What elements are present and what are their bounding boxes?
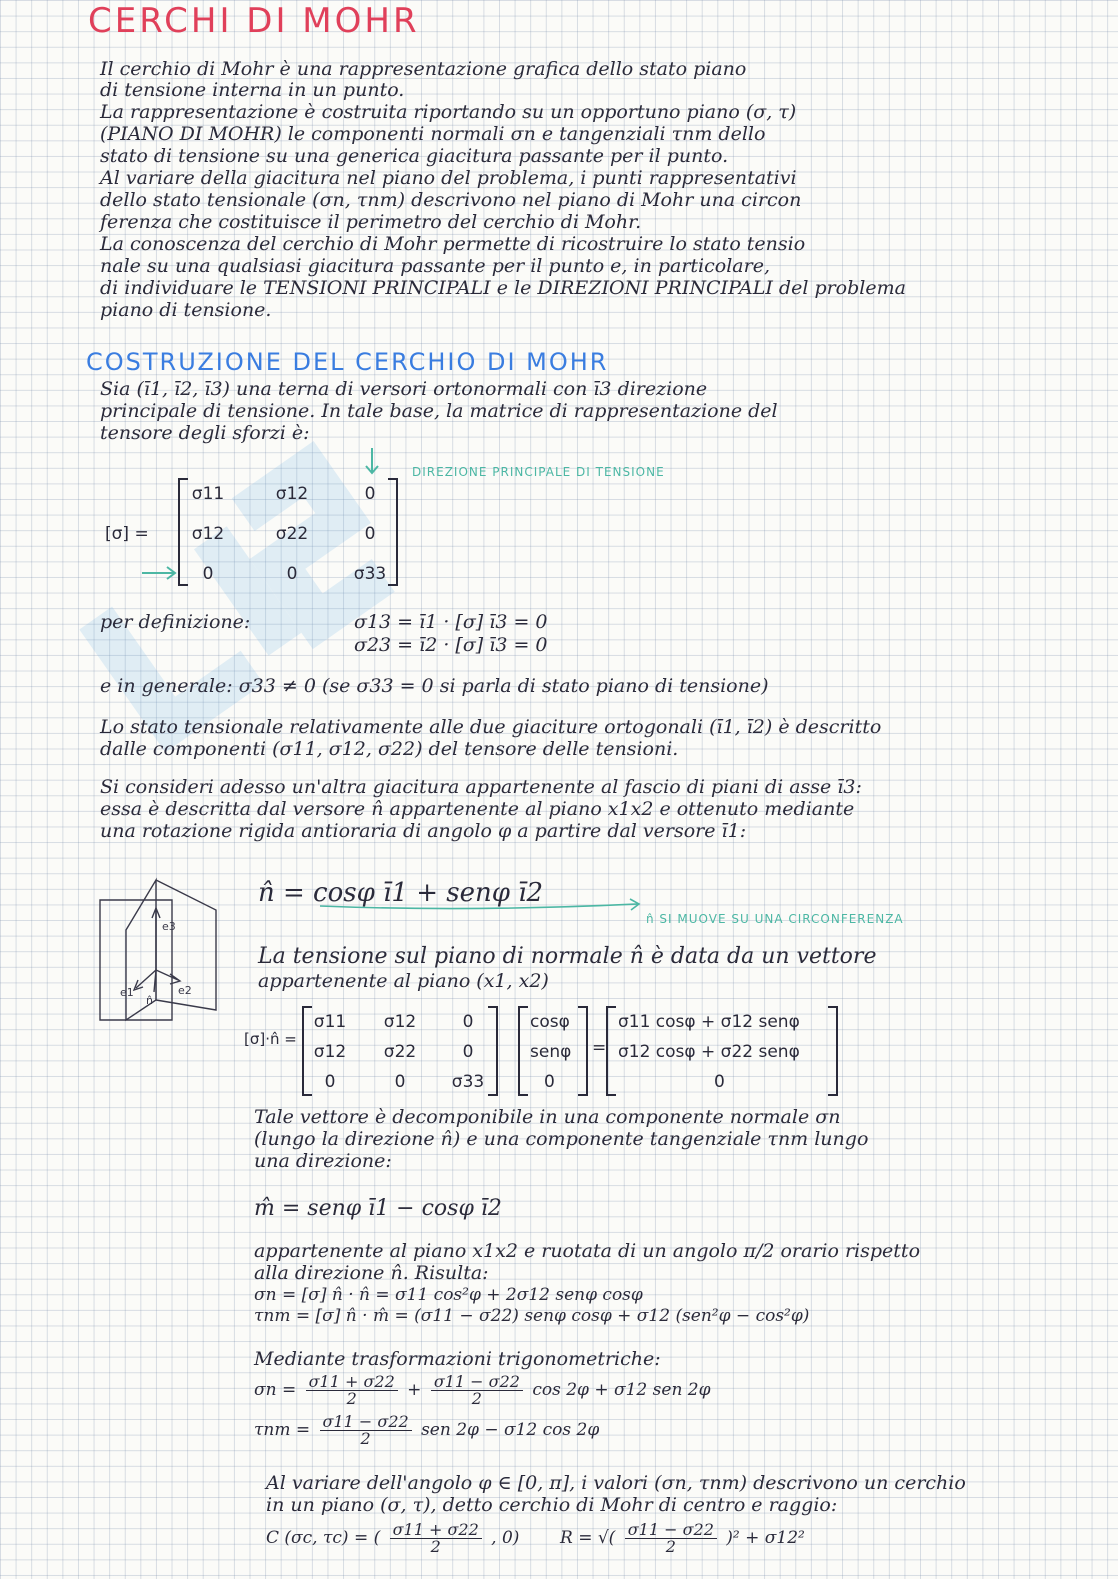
- plus-sign: +: [407, 1380, 422, 1400]
- vector-cell: 0: [714, 1072, 725, 1092]
- fraction-numerator: σ11 − σ22: [431, 1374, 523, 1391]
- matrix-cell: σ33: [353, 564, 387, 584]
- construction-line: tensore degli sforzi è:: [100, 422, 310, 444]
- matrix-cell: σ11: [313, 1012, 347, 1032]
- fraction-numerator: σ11 + σ22: [306, 1374, 398, 1391]
- product-matrix: [302, 1006, 498, 1098]
- n-definition: n̂ = cosφ ī1 + senφ ī2: [258, 878, 544, 908]
- matrix-cell: 0: [202, 564, 214, 584]
- binder-hole: [0, 135, 60, 175]
- fraction-denominator: 2: [346, 1389, 357, 1408]
- general-line: e in generale: σ33 ≠ 0 (se σ33 = 0 si parla di stato piano di tensione): [100, 675, 769, 697]
- matrix-bracket-left: [518, 1006, 528, 1096]
- stress-matrix: [178, 478, 398, 588]
- vector-cell: 0: [544, 1072, 555, 1092]
- state-line: Lo stato tensionale relativamente alle due giaciture ortogonali (ī1, ī2) è descritto: [100, 716, 882, 738]
- intro-line: Al variare della giacitura nel piano del problema, i punti rappresentativi: [100, 167, 797, 189]
- m-definition: m̂ = senφ ī1 − cosφ ī2: [254, 1196, 502, 1221]
- construction-line: Sia (ī1, ī2, ī3) una terna di versori ortonormali con ī3 direzione: [100, 378, 708, 400]
- state-line: dalle componenti (σ11, σ12, σ22) del tensore delle tensioni.: [100, 738, 679, 760]
- binder-hole: [0, 1390, 60, 1430]
- intro-line: (PIANO DI MOHR) le componenti normali σn e tangenziali τnm dello: [100, 123, 766, 145]
- vector-cell: σ11 cosφ + σ12 senφ: [618, 1012, 800, 1032]
- center-formula: [266, 1522, 519, 1555]
- conclusion-line: in un piano (σ, τ), detto cerchio di Mohr di centro e raggio:: [266, 1494, 838, 1516]
- matrix-cell: σ22: [383, 1042, 417, 1062]
- matrix-cell: 0: [462, 1042, 474, 1062]
- fraction: [320, 1414, 412, 1447]
- axis-label-n: n̂: [146, 994, 153, 1007]
- result-vector: [606, 1006, 838, 1098]
- matrix-cell: σ11: [191, 484, 225, 504]
- binder-hole: [0, 560, 60, 600]
- intro-line: Il cerchio di Mohr è una rappresentazione grafica dello stato piano: [100, 58, 747, 80]
- matrix-cell: 0: [324, 1072, 336, 1092]
- intro-line: piano di tensione.: [100, 299, 272, 321]
- intro-line: di tensione interna in un punto.: [100, 79, 405, 101]
- formula-tail: , 0): [491, 1528, 520, 1548]
- matrix-cell: 0: [364, 524, 376, 544]
- fraction-numerator: σ11 − σ22: [320, 1414, 412, 1431]
- tau-nm-equation: τnm = [σ] n̂ · m̂ = (σ11 − σ22) senφ cosφ + σ12 (sen²φ − cos²φ): [254, 1306, 810, 1326]
- intro-line: La conoscenza del cerchio di Mohr permette di ricostruire lo stato tensio: [100, 233, 806, 255]
- fraction: [390, 1522, 482, 1555]
- vector-cell: cosφ: [530, 1012, 570, 1032]
- traction-line: La tensione sul piano di normale n̂ è data da un vettore: [258, 944, 877, 969]
- vector-cell: σ12 cosφ + σ22 senφ: [618, 1042, 800, 1062]
- formula-tail: )² + σ12²: [726, 1528, 805, 1548]
- fraction-denominator: 2: [471, 1389, 482, 1408]
- decompose-line: una direzione:: [254, 1150, 392, 1172]
- principal-direction-note: DIREZIONE PRINCIPALE DI TENSIONE: [412, 465, 665, 479]
- arrow-right-icon: [140, 565, 180, 581]
- m-text-line: appartenente al piano x1x2 e ruotata di un angolo π/2 orario rispetto: [254, 1240, 921, 1262]
- sigma-n-formula: [254, 1374, 711, 1407]
- matrix-cell: 0: [462, 1012, 474, 1032]
- arrow-down-icon: [362, 446, 382, 476]
- section-heading: COSTRUZIONE DEL CERCHIO DI MOHR: [86, 348, 609, 376]
- sigma-n-equation: σn = [σ] n̂ · n̂ = σ11 cos²φ + 2σ12 senφ cosφ: [254, 1285, 643, 1305]
- intro-line: La rappresentazione è costruita riportando su un opportuno piano (σ, τ): [100, 101, 797, 123]
- formula-lhs: R = √(: [560, 1528, 616, 1548]
- m-text-line: alla direzione n̂. Risulta:: [254, 1262, 489, 1284]
- intro-line: nale su una qualsiasi giacitura passante per il punto e, in particolare,: [100, 255, 770, 277]
- matrix-bracket-right: [828, 1006, 838, 1096]
- radius-formula: [560, 1522, 805, 1555]
- matrix-cell: 0: [394, 1072, 406, 1092]
- matrix-cell: σ12: [275, 484, 309, 504]
- axis-label-e3: e3: [162, 920, 176, 933]
- direction-vector: [518, 1006, 588, 1098]
- construction-line: principale di tensione. In tale base, la matrice di rappresentazione del: [100, 400, 778, 422]
- vector-cell: senφ: [530, 1042, 572, 1062]
- tau-nm-formula: [254, 1414, 599, 1447]
- formula-lhs: τnm =: [254, 1420, 311, 1440]
- planes-diagram: [96, 870, 228, 1030]
- decompose-line: (lungo la direzione n̂) e una componente tangenziale τnm lungo: [254, 1128, 869, 1150]
- equals-sign: =: [592, 1038, 607, 1058]
- axis-label-e1: e1: [120, 986, 134, 999]
- formula-lhs: σn =: [254, 1380, 297, 1400]
- circle-note: n̂ SI MUOVE SU UNA CIRCONFERENZA: [646, 912, 904, 926]
- axis-label-e2: e2: [178, 984, 192, 997]
- page-title: CERCHI DI MOHR: [88, 1, 420, 41]
- matrix-cell: σ12: [313, 1042, 347, 1062]
- formula-rest: sen 2φ − σ12 cos 2φ: [421, 1420, 600, 1440]
- intro-line: dello stato tensionale (σn, τnm) descrivono nel piano di Mohr una circon: [100, 189, 802, 211]
- consider-line: una rotazione rigida antioraria di angolo φ a partire dal versore ī1:: [100, 820, 747, 842]
- consider-line: Si consideri adesso un'altra giacitura appartenente al fascio di piani di asse ī3:: [100, 776, 862, 798]
- matrix-cell: 0: [364, 484, 376, 504]
- definition-eq: σ13 = ī1 · [σ] ī3 = 0: [354, 611, 548, 633]
- fraction-denominator: 2: [665, 1537, 676, 1556]
- matrix-cell: σ33: [451, 1072, 485, 1092]
- fraction: [431, 1374, 523, 1407]
- matrix-bracket-left: [606, 1006, 616, 1096]
- formula-rest: cos 2φ + σ12 sen 2φ: [532, 1380, 711, 1400]
- intro-line: stato di tensione su una generica giacitura passante per il punto.: [100, 145, 729, 167]
- formula-lhs: C (σc, τc) = (: [266, 1528, 381, 1548]
- fraction: [625, 1522, 717, 1555]
- matrix-cell: σ12: [191, 524, 225, 544]
- fraction-numerator: σ11 + σ22: [390, 1522, 482, 1539]
- traction-line: appartenente al piano (x1, x2): [258, 970, 549, 992]
- stress-matrix-lhs: [σ] =: [105, 524, 149, 544]
- matrix-cell: σ12: [383, 1012, 417, 1032]
- fraction-denominator: 2: [360, 1429, 371, 1448]
- conclusion-line: Al variare dell'angolo φ ∈ [0, π], i valori (σn, τnm) descrivono un cerchio: [266, 1472, 966, 1494]
- matrix-cell: σ22: [275, 524, 309, 544]
- consider-line: essa è descritta dal versore n̂ appartenente al piano x1x2 e ottenuto mediante: [100, 798, 855, 820]
- fraction-denominator: 2: [430, 1537, 441, 1556]
- decompose-line: Tale vettore è decomponibile in una componente normale σn: [254, 1106, 841, 1128]
- product-lhs: [σ]·n̂ =: [244, 1030, 297, 1048]
- intro-line: ferenza che costituisce il perimetro del cerchio di Mohr.: [100, 211, 642, 233]
- binder-hole: [0, 965, 60, 1005]
- circle-note-arrow: [318, 896, 644, 916]
- matrix-bracket-right: [578, 1006, 588, 1096]
- definition-label: per definizione:: [100, 611, 251, 633]
- trig-line: Mediante trasformazioni trigonometriche:: [254, 1348, 661, 1370]
- definition-eq: σ23 = ī2 · [σ] ī3 = 0: [354, 634, 548, 656]
- fraction-numerator: σ11 − σ22: [625, 1522, 717, 1539]
- intro-line: di individuare le TENSIONI PRINCIPALI e le DIREZIONI PRINCIPALI del problema: [100, 277, 906, 299]
- matrix-cell: 0: [286, 564, 298, 584]
- fraction: [306, 1374, 398, 1407]
